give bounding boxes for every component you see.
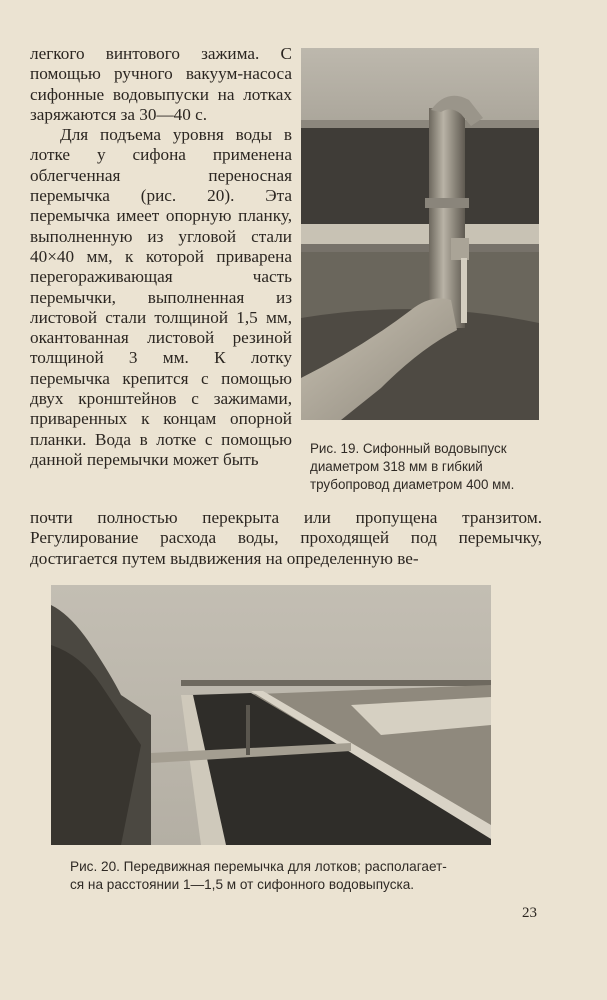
figure-20-caption xyxy=(70,858,540,894)
figure-20-caption-line: ся на расстоянии 1—1,5 м от сифонного водовыпуска. xyxy=(70,877,415,892)
body-text-column xyxy=(30,44,292,470)
paragraph-1: легкого винтового зажима. С помощью ручного вакуум-насоса сифонные водовыпуски на лотках заряжаются за 30—40 с. xyxy=(30,44,292,124)
figure-19-caption-line: Рис. 19. Сифонный водовыпуск xyxy=(310,441,507,456)
figure-19-photo xyxy=(301,48,539,420)
figure-19-caption xyxy=(310,440,541,494)
figure-19-caption-line: трубопровод диаметром 400 мм. xyxy=(310,477,515,492)
figure-20-caption-line: Рис. 20. Передвижная перемычка для лотков; располагает- xyxy=(70,859,447,874)
paragraph-2: Для подъема уровня воды в лотке у сифона применена облегченная переносная перемычка (рис. 20). Эта перемычка имеет опорную планку, выполненную из угловой стали 40×40 мм, к которой приварена перегораживающая часть перемычки, выполненная из листовой стали толщиной 1,5 мм, окантованная листовой резиной толщиной 3 мм. К лотку перемычка крепится с помощью двух кронштейнов с зажимами, приваренных к концам опорной планки. Вода в лотке с помощью данной перемычки может быть xyxy=(30,125,292,469)
figure-20-photo xyxy=(51,585,491,845)
page-number: 23 xyxy=(522,905,537,921)
figure-19-caption-line: диаметром 318 мм в гибкий xyxy=(310,459,483,474)
body-text-full-width: почти полностью перекрыта или пропущена транзитом. Регулирование расхода воды, проходящей под перемычку, достигается путем выдвижения на определенную ве- xyxy=(30,508,542,568)
